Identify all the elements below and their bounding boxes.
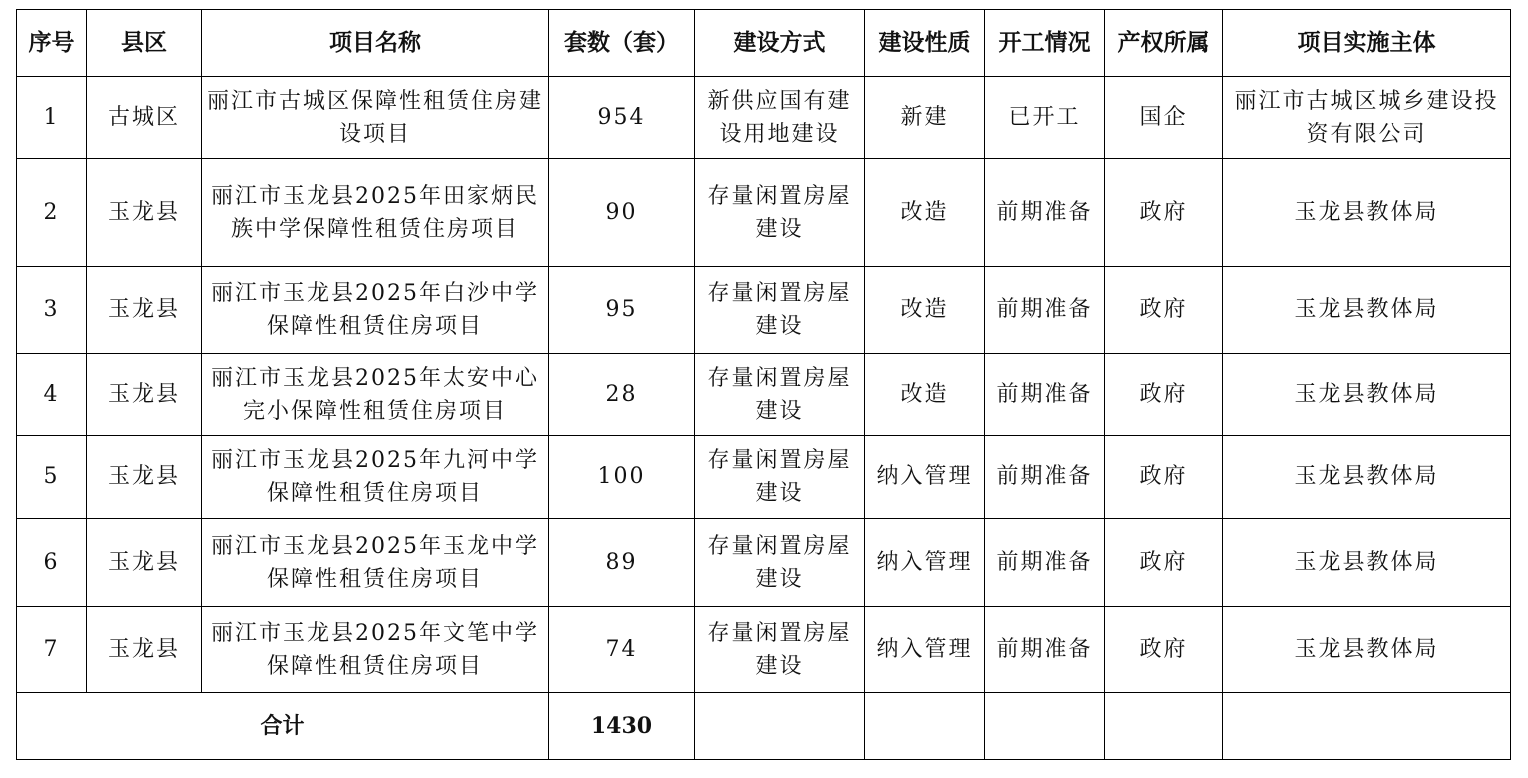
cell-project-name: 丽江市玉龙县2025年太安中心完小保障性租赁住房项目 bbox=[202, 354, 549, 436]
cell-nature: 纳入管理 bbox=[865, 607, 985, 693]
cell-nature: 改造 bbox=[865, 354, 985, 436]
cell-county: 玉龙县 bbox=[87, 436, 202, 519]
cell-ownership: 政府 bbox=[1105, 519, 1223, 607]
cell-method: 存量闲置房屋建设 bbox=[695, 267, 865, 354]
header-entity: 项目实施主体 bbox=[1223, 10, 1511, 77]
cell-status: 前期准备 bbox=[985, 354, 1105, 436]
table-row bbox=[17, 607, 1511, 693]
cell-method: 存量闲置房屋建设 bbox=[695, 354, 865, 436]
empty-cell bbox=[1105, 693, 1223, 760]
cell-no: 5 bbox=[17, 436, 87, 519]
cell-units: 28 bbox=[549, 354, 695, 436]
header-status: 开工情况 bbox=[985, 10, 1105, 77]
cell-project-name: 丽江市玉龙县2025年玉龙中学保障性租赁住房项目 bbox=[202, 519, 549, 607]
header-method: 建设方式 bbox=[695, 10, 865, 77]
cell-entity: 玉龙县教体局 bbox=[1223, 267, 1511, 354]
cell-county: 玉龙县 bbox=[87, 519, 202, 607]
total-label: 合计 bbox=[17, 693, 549, 760]
cell-county: 玉龙县 bbox=[87, 159, 202, 267]
cell-units: 100 bbox=[549, 436, 695, 519]
housing-projects-table bbox=[16, 9, 1511, 760]
total-units: 1430 bbox=[549, 693, 695, 760]
cell-status: 前期准备 bbox=[985, 267, 1105, 354]
cell-status: 前期准备 bbox=[985, 519, 1105, 607]
cell-entity: 玉龙县教体局 bbox=[1223, 607, 1511, 693]
table-row bbox=[17, 77, 1511, 159]
total-row bbox=[17, 693, 1511, 760]
cell-nature: 纳入管理 bbox=[865, 519, 985, 607]
cell-entity: 玉龙县教体局 bbox=[1223, 354, 1511, 436]
cell-county: 玉龙县 bbox=[87, 267, 202, 354]
cell-units: 90 bbox=[549, 159, 695, 267]
cell-entity: 玉龙县教体局 bbox=[1223, 159, 1511, 267]
cell-county: 玉龙县 bbox=[87, 607, 202, 693]
cell-method: 存量闲置房屋建设 bbox=[695, 159, 865, 267]
cell-ownership: 政府 bbox=[1105, 267, 1223, 354]
header-project-name: 项目名称 bbox=[202, 10, 549, 77]
cell-entity: 丽江市古城区城乡建设投资有限公司 bbox=[1223, 77, 1511, 159]
cell-no: 3 bbox=[17, 267, 87, 354]
cell-nature: 纳入管理 bbox=[865, 436, 985, 519]
header-nature: 建设性质 bbox=[865, 10, 985, 77]
cell-county: 玉龙县 bbox=[87, 354, 202, 436]
cell-units: 954 bbox=[549, 77, 695, 159]
cell-status: 前期准备 bbox=[985, 436, 1105, 519]
empty-cell bbox=[985, 693, 1105, 760]
cell-status: 前期准备 bbox=[985, 159, 1105, 267]
header-county: 县区 bbox=[87, 10, 202, 77]
cell-no: 6 bbox=[17, 519, 87, 607]
cell-ownership: 政府 bbox=[1105, 354, 1223, 436]
header-no: 序号 bbox=[17, 10, 87, 77]
cell-ownership: 国企 bbox=[1105, 77, 1223, 159]
cell-method: 新供应国有建设用地建设 bbox=[695, 77, 865, 159]
cell-units: 74 bbox=[549, 607, 695, 693]
cell-method: 存量闲置房屋建设 bbox=[695, 436, 865, 519]
empty-cell bbox=[695, 693, 865, 760]
table-row bbox=[17, 354, 1511, 436]
cell-ownership: 政府 bbox=[1105, 159, 1223, 267]
cell-entity: 玉龙县教体局 bbox=[1223, 436, 1511, 519]
table-row bbox=[17, 267, 1511, 354]
cell-entity: 玉龙县教体局 bbox=[1223, 519, 1511, 607]
cell-no: 4 bbox=[17, 354, 87, 436]
cell-no: 7 bbox=[17, 607, 87, 693]
cell-project-name: 丽江市古城区保障性租赁住房建设项目 bbox=[202, 77, 549, 159]
cell-method: 存量闲置房屋建设 bbox=[695, 519, 865, 607]
cell-ownership: 政府 bbox=[1105, 607, 1223, 693]
cell-nature: 新建 bbox=[865, 77, 985, 159]
empty-cell bbox=[1223, 693, 1511, 760]
table-row bbox=[17, 159, 1511, 267]
header-ownership: 产权所属 bbox=[1105, 10, 1223, 77]
cell-nature: 改造 bbox=[865, 267, 985, 354]
cell-ownership: 政府 bbox=[1105, 436, 1223, 519]
cell-no: 2 bbox=[17, 159, 87, 267]
table-row bbox=[17, 436, 1511, 519]
cell-nature: 改造 bbox=[865, 159, 985, 267]
cell-county: 古城区 bbox=[87, 77, 202, 159]
cell-status: 已开工 bbox=[985, 77, 1105, 159]
empty-cell bbox=[865, 693, 985, 760]
cell-project-name: 丽江市玉龙县2025年文笔中学保障性租赁住房项目 bbox=[202, 607, 549, 693]
cell-project-name: 丽江市玉龙县2025年九河中学保障性租赁住房项目 bbox=[202, 436, 549, 519]
cell-units: 89 bbox=[549, 519, 695, 607]
table-row bbox=[17, 519, 1511, 607]
cell-method: 存量闲置房屋建设 bbox=[695, 607, 865, 693]
cell-no: 1 bbox=[17, 77, 87, 159]
cell-units: 95 bbox=[549, 267, 695, 354]
header-row bbox=[17, 10, 1511, 77]
cell-project-name: 丽江市玉龙县2025年田家炳民族中学保障性租赁住房项目 bbox=[202, 159, 549, 267]
cell-status: 前期准备 bbox=[985, 607, 1105, 693]
document-page bbox=[16, 9, 1511, 760]
header-units: 套数（套） bbox=[549, 10, 695, 77]
cell-project-name: 丽江市玉龙县2025年白沙中学保障性租赁住房项目 bbox=[202, 267, 549, 354]
